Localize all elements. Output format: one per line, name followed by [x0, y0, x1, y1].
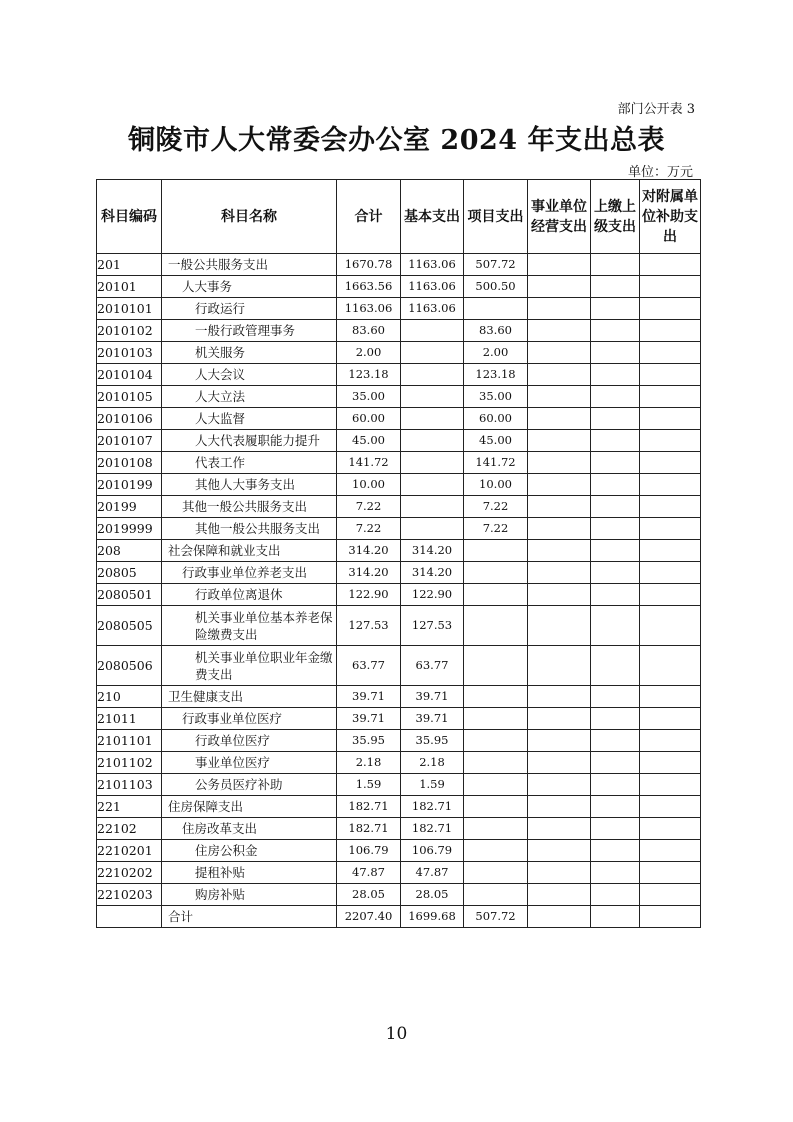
cell-total: 60.00 — [337, 408, 401, 430]
cell-superior — [591, 496, 640, 518]
cell-subsidy — [640, 862, 701, 884]
cell-business — [528, 686, 591, 708]
cell-total: 45.00 — [337, 430, 401, 452]
table-row — [97, 862, 701, 884]
cell-business — [528, 730, 591, 752]
cell-subsidy — [640, 430, 701, 452]
cell-total: 83.60 — [337, 320, 401, 342]
cell-project: 60.00 — [464, 408, 528, 430]
cell-business — [528, 840, 591, 862]
cell-business — [528, 276, 591, 298]
cell-total: 7.22 — [337, 518, 401, 540]
cell-total: 1663.56 — [337, 276, 401, 298]
cell-subsidy — [640, 342, 701, 364]
cell-code: 2101102 — [97, 752, 162, 774]
table-row — [97, 752, 701, 774]
cell-superior — [591, 884, 640, 906]
cell-basic: 1163.06 — [401, 254, 464, 276]
table-row — [97, 518, 701, 540]
cell-name: 购房补贴 — [162, 884, 337, 906]
header-total: 合计 — [337, 180, 401, 254]
cell-subsidy — [640, 708, 701, 730]
cell-project: 123.18 — [464, 364, 528, 386]
cell-basic: 35.95 — [401, 730, 464, 752]
cell-code: 2010108 — [97, 452, 162, 474]
cell-business — [528, 584, 591, 606]
cell-name: 其他一般公共服务支出 — [162, 518, 337, 540]
cell-basic — [401, 408, 464, 430]
cell-name: 行政运行 — [162, 298, 337, 320]
cell-total: 35.95 — [337, 730, 401, 752]
cell-business — [528, 540, 591, 562]
cell-code: 22102 — [97, 818, 162, 840]
cell-code: 2010103 — [97, 342, 162, 364]
cell-superior — [591, 540, 640, 562]
cell-project: 507.72 — [464, 254, 528, 276]
table-body — [97, 254, 701, 928]
cell-code: 20805 — [97, 562, 162, 584]
cell-name: 住房保障支出 — [162, 796, 337, 818]
cell-name: 行政事业单位养老支出 — [162, 562, 337, 584]
cell-total: 35.00 — [337, 386, 401, 408]
table-row — [97, 254, 701, 276]
table-row — [97, 840, 701, 862]
cell-total: 182.71 — [337, 796, 401, 818]
cell-superior — [591, 862, 640, 884]
cell-basic: 2.18 — [401, 752, 464, 774]
document-label: 部门公开表 3 — [617, 102, 695, 117]
cell-basic: 28.05 — [401, 884, 464, 906]
cell-name: 人大事务 — [162, 276, 337, 298]
cell-code: 2010101 — [97, 298, 162, 320]
cell-basic — [401, 474, 464, 496]
cell-business — [528, 862, 591, 884]
cell-code — [97, 906, 162, 928]
cell-total: 47.87 — [337, 862, 401, 884]
cell-project — [464, 540, 528, 562]
cell-subsidy — [640, 818, 701, 840]
page-title: 铜陵市人大常委会办公室 2024 年支出总表 — [128, 125, 665, 156]
header-subsidy: 对附属单位补助支出 — [640, 180, 701, 254]
cell-business — [528, 342, 591, 364]
cell-code: 2010106 — [97, 408, 162, 430]
cell-subsidy — [640, 452, 701, 474]
cell-basic: 1.59 — [401, 774, 464, 796]
cell-total: 122.90 — [337, 584, 401, 606]
cell-superior — [591, 342, 640, 364]
cell-project: 7.22 — [464, 518, 528, 540]
cell-subsidy — [640, 796, 701, 818]
cell-code: 2210202 — [97, 862, 162, 884]
cell-code: 2010102 — [97, 320, 162, 342]
cell-name: 机关事业单位职业年金缴费支出 — [162, 646, 337, 686]
cell-project — [464, 840, 528, 862]
cell-name: 住房公积金 — [162, 840, 337, 862]
cell-project — [464, 606, 528, 646]
cell-subsidy — [640, 496, 701, 518]
cell-total: 2.18 — [337, 752, 401, 774]
cell-basic: 182.71 — [401, 796, 464, 818]
cell-total: 2.00 — [337, 342, 401, 364]
cell-project: 35.00 — [464, 386, 528, 408]
cell-basic: 47.87 — [401, 862, 464, 884]
cell-superior — [591, 518, 640, 540]
table-row — [97, 730, 701, 752]
cell-subsidy — [640, 408, 701, 430]
cell-name: 社会保障和就业支出 — [162, 540, 337, 562]
cell-project: 45.00 — [464, 430, 528, 452]
cell-name: 人大立法 — [162, 386, 337, 408]
cell-business — [528, 906, 591, 928]
table-row — [97, 562, 701, 584]
cell-project — [464, 686, 528, 708]
table-row — [97, 496, 701, 518]
cell-project: 7.22 — [464, 496, 528, 518]
cell-subsidy — [640, 730, 701, 752]
cell-code: 2210201 — [97, 840, 162, 862]
cell-subsidy — [640, 254, 701, 276]
table-row — [97, 452, 701, 474]
cell-name: 合计 — [162, 906, 337, 928]
cell-business — [528, 254, 591, 276]
cell-project: 2.00 — [464, 342, 528, 364]
page-number: 10 — [385, 1024, 408, 1044]
cell-basic: 1163.06 — [401, 276, 464, 298]
cell-business — [528, 562, 591, 584]
cell-superior — [591, 840, 640, 862]
cell-project — [464, 562, 528, 584]
cell-code: 2010199 — [97, 474, 162, 496]
cell-name: 人大代表履职能力提升 — [162, 430, 337, 452]
cell-total: 10.00 — [337, 474, 401, 496]
table-row — [97, 606, 701, 646]
cell-business — [528, 298, 591, 320]
cell-project — [464, 584, 528, 606]
cell-business — [528, 606, 591, 646]
cell-total: 314.20 — [337, 562, 401, 584]
cell-project: 10.00 — [464, 474, 528, 496]
cell-project — [464, 818, 528, 840]
cell-business — [528, 752, 591, 774]
cell-project — [464, 708, 528, 730]
cell-project: 141.72 — [464, 452, 528, 474]
cell-superior — [591, 584, 640, 606]
cell-business — [528, 430, 591, 452]
cell-basic — [401, 342, 464, 364]
cell-business — [528, 386, 591, 408]
cell-name: 事业单位医疗 — [162, 752, 337, 774]
cell-business — [528, 320, 591, 342]
cell-subsidy — [640, 562, 701, 584]
cell-subsidy — [640, 540, 701, 562]
cell-superior — [591, 818, 640, 840]
cell-subsidy — [640, 474, 701, 496]
table-row — [97, 906, 701, 928]
cell-business — [528, 452, 591, 474]
table-row — [97, 276, 701, 298]
cell-code: 2210203 — [97, 884, 162, 906]
cell-name: 行政单位医疗 — [162, 730, 337, 752]
cell-code: 2101101 — [97, 730, 162, 752]
cell-superior — [591, 276, 640, 298]
table-row — [97, 796, 701, 818]
cell-name: 公务员医疗补助 — [162, 774, 337, 796]
table-row — [97, 686, 701, 708]
cell-superior — [591, 254, 640, 276]
table-row — [97, 708, 701, 730]
cell-project — [464, 646, 528, 686]
cell-subsidy — [640, 584, 701, 606]
cell-name: 住房改革支出 — [162, 818, 337, 840]
cell-code: 2019999 — [97, 518, 162, 540]
cell-name: 人大会议 — [162, 364, 337, 386]
cell-project: 500.50 — [464, 276, 528, 298]
cell-basic: 127.53 — [401, 606, 464, 646]
cell-name: 机关服务 — [162, 342, 337, 364]
cell-business — [528, 518, 591, 540]
cell-code: 2080501 — [97, 584, 162, 606]
cell-project — [464, 862, 528, 884]
cell-total: 7.22 — [337, 496, 401, 518]
header-superior: 上缴上级支出 — [591, 180, 640, 254]
cell-subsidy — [640, 320, 701, 342]
cell-superior — [591, 686, 640, 708]
cell-superior — [591, 364, 640, 386]
cell-name: 行政事业单位医疗 — [162, 708, 337, 730]
cell-basic: 314.20 — [401, 540, 464, 562]
cell-superior — [591, 320, 640, 342]
cell-superior — [591, 386, 640, 408]
table-row — [97, 818, 701, 840]
header-basic: 基本支出 — [401, 180, 464, 254]
cell-business — [528, 646, 591, 686]
cell-basic: 63.77 — [401, 646, 464, 686]
cell-name: 一般行政管理事务 — [162, 320, 337, 342]
header-code: 科目编码 — [97, 180, 162, 254]
cell-name: 其他一般公共服务支出 — [162, 496, 337, 518]
cell-subsidy — [640, 386, 701, 408]
cell-subsidy — [640, 646, 701, 686]
table-row — [97, 646, 701, 686]
cell-superior — [591, 298, 640, 320]
cell-business — [528, 884, 591, 906]
cell-superior — [591, 408, 640, 430]
cell-project: 83.60 — [464, 320, 528, 342]
cell-code: 208 — [97, 540, 162, 562]
cell-superior — [591, 562, 640, 584]
cell-name: 机关事业单位基本养老保险缴费支出 — [162, 606, 337, 646]
cell-total: 39.71 — [337, 708, 401, 730]
cell-superior — [591, 646, 640, 686]
cell-subsidy — [640, 518, 701, 540]
cell-basic — [401, 518, 464, 540]
cell-total: 28.05 — [337, 884, 401, 906]
table-row — [97, 584, 701, 606]
cell-business — [528, 364, 591, 386]
table-row — [97, 774, 701, 796]
cell-basic — [401, 496, 464, 518]
cell-project: 507.72 — [464, 906, 528, 928]
unit-label: 单位：万元 — [627, 165, 693, 180]
cell-basic: 39.71 — [401, 686, 464, 708]
cell-project — [464, 730, 528, 752]
cell-superior — [591, 730, 640, 752]
cell-total: 39.71 — [337, 686, 401, 708]
cell-code: 221 — [97, 796, 162, 818]
header-business: 事业单位经营支出 — [528, 180, 591, 254]
cell-name: 代表工作 — [162, 452, 337, 474]
cell-basic — [401, 386, 464, 408]
cell-superior — [591, 708, 640, 730]
cell-name: 一般公共服务支出 — [162, 254, 337, 276]
cell-superior — [591, 606, 640, 646]
cell-subsidy — [640, 276, 701, 298]
cell-code: 2010105 — [97, 386, 162, 408]
cell-code: 21011 — [97, 708, 162, 730]
cell-total: 182.71 — [337, 818, 401, 840]
cell-total: 141.72 — [337, 452, 401, 474]
cell-business — [528, 818, 591, 840]
cell-name: 其他人大事务支出 — [162, 474, 337, 496]
cell-total: 106.79 — [337, 840, 401, 862]
table-header-row — [97, 180, 701, 254]
cell-subsidy — [640, 752, 701, 774]
cell-superior — [591, 774, 640, 796]
cell-business — [528, 474, 591, 496]
header-name: 科目名称 — [162, 180, 337, 254]
cell-subsidy — [640, 906, 701, 928]
cell-code: 201 — [97, 254, 162, 276]
cell-subsidy — [640, 606, 701, 646]
cell-name: 行政单位离退休 — [162, 584, 337, 606]
cell-project — [464, 752, 528, 774]
table-row — [97, 884, 701, 906]
cell-superior — [591, 752, 640, 774]
cell-subsidy — [640, 298, 701, 320]
cell-business — [528, 496, 591, 518]
cell-project — [464, 298, 528, 320]
cell-subsidy — [640, 884, 701, 906]
cell-business — [528, 774, 591, 796]
cell-basic: 182.71 — [401, 818, 464, 840]
cell-basic: 39.71 — [401, 708, 464, 730]
cell-subsidy — [640, 840, 701, 862]
cell-business — [528, 408, 591, 430]
cell-code: 2080505 — [97, 606, 162, 646]
cell-business — [528, 708, 591, 730]
cell-name: 提租补贴 — [162, 862, 337, 884]
cell-code: 210 — [97, 686, 162, 708]
cell-superior — [591, 430, 640, 452]
cell-total: 314.20 — [337, 540, 401, 562]
cell-code: 2010104 — [97, 364, 162, 386]
cell-code: 20101 — [97, 276, 162, 298]
cell-total: 63.77 — [337, 646, 401, 686]
cell-basic: 106.79 — [401, 840, 464, 862]
cell-subsidy — [640, 774, 701, 796]
cell-code: 2010107 — [97, 430, 162, 452]
header-project: 项目支出 — [464, 180, 528, 254]
cell-project — [464, 884, 528, 906]
expenditure-table — [96, 179, 701, 928]
cell-superior — [591, 474, 640, 496]
cell-basic — [401, 320, 464, 342]
cell-basic — [401, 364, 464, 386]
cell-project — [464, 796, 528, 818]
cell-basic — [401, 430, 464, 452]
cell-basic: 1699.68 — [401, 906, 464, 928]
cell-total: 1163.06 — [337, 298, 401, 320]
table-row — [97, 342, 701, 364]
table-row — [97, 540, 701, 562]
table-row — [97, 430, 701, 452]
table-row — [97, 386, 701, 408]
cell-name: 卫生健康支出 — [162, 686, 337, 708]
table-row — [97, 364, 701, 386]
cell-total: 127.53 — [337, 606, 401, 646]
cell-basic: 122.90 — [401, 584, 464, 606]
cell-name: 人大监督 — [162, 408, 337, 430]
table-row — [97, 408, 701, 430]
cell-code: 2080506 — [97, 646, 162, 686]
cell-basic: 1163.06 — [401, 298, 464, 320]
cell-total: 1.59 — [337, 774, 401, 796]
cell-subsidy — [640, 686, 701, 708]
cell-subsidy — [640, 364, 701, 386]
cell-total: 123.18 — [337, 364, 401, 386]
cell-project — [464, 774, 528, 796]
cell-superior — [591, 452, 640, 474]
cell-code: 2101103 — [97, 774, 162, 796]
cell-basic — [401, 452, 464, 474]
cell-basic: 314.20 — [401, 562, 464, 584]
cell-total: 1670.78 — [337, 254, 401, 276]
cell-business — [528, 796, 591, 818]
cell-total: 2207.40 — [337, 906, 401, 928]
table-row — [97, 474, 701, 496]
cell-superior — [591, 796, 640, 818]
table-row — [97, 320, 701, 342]
cell-superior — [591, 906, 640, 928]
table-row — [97, 298, 701, 320]
cell-code: 20199 — [97, 496, 162, 518]
